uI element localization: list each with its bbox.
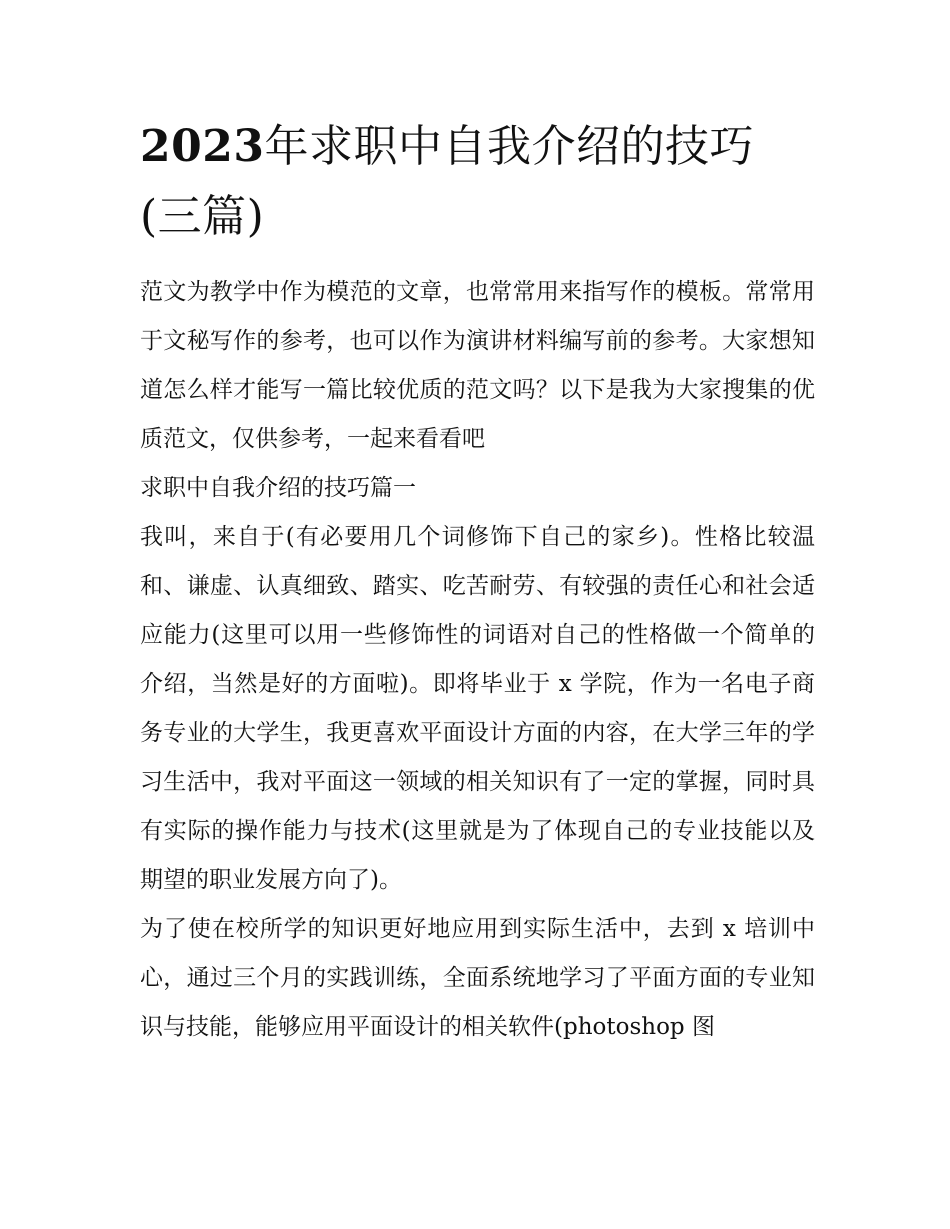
title-text: 年求职中自我介绍的技巧(三篇)	[140, 121, 754, 242]
section-heading: 求职中自我介绍的技巧篇一	[140, 475, 416, 501]
document-content	[140, 112, 815, 1052]
intro-paragraph: 范文为教学中作为模范的文章，也常常用来指写作的模板。常常用于文秘写作的参考，也可以作为演讲材料编写前的参考。大家想知道怎么样才能写一篇比较优质的范文吗？以下是我为大家搜集的优质范文，仅供参考，一起来看看吧	[140, 279, 815, 452]
body-paragraph: 为了使在校所学的知识更好地应用到实际生活中，去到 x 培训中心，通过三个月的实践训练，全面系统地学习了平面方面的专业知识与技能，能够应用平面设计的相关软件(photoshop 图	[140, 916, 815, 1040]
title-year: 2023	[140, 121, 265, 172]
body-paragraph: 我叫，来自于(有必要用几个词修饰下自己的家乡)。性格比较温和、谦虚、认真细致、踏实、吃苦耐劳、有较强的责任心和社会适应能力(这里可以用一些修饰性的词语对自己的性格做一个简单的介绍，当然是好的方面啦)。即将毕业于 x 学院，作为一名电子商务专业的大学生，我更喜欢平面设计方面的内容，在大学三年的学习生活中，我对平面这一领域的相关知识有了一定的掌握，同时具有实际的操作能力与技术(这里就是为了体现自己的专业技能以及期望的职业发展方向了)。	[140, 524, 815, 893]
document-title	[140, 112, 815, 252]
